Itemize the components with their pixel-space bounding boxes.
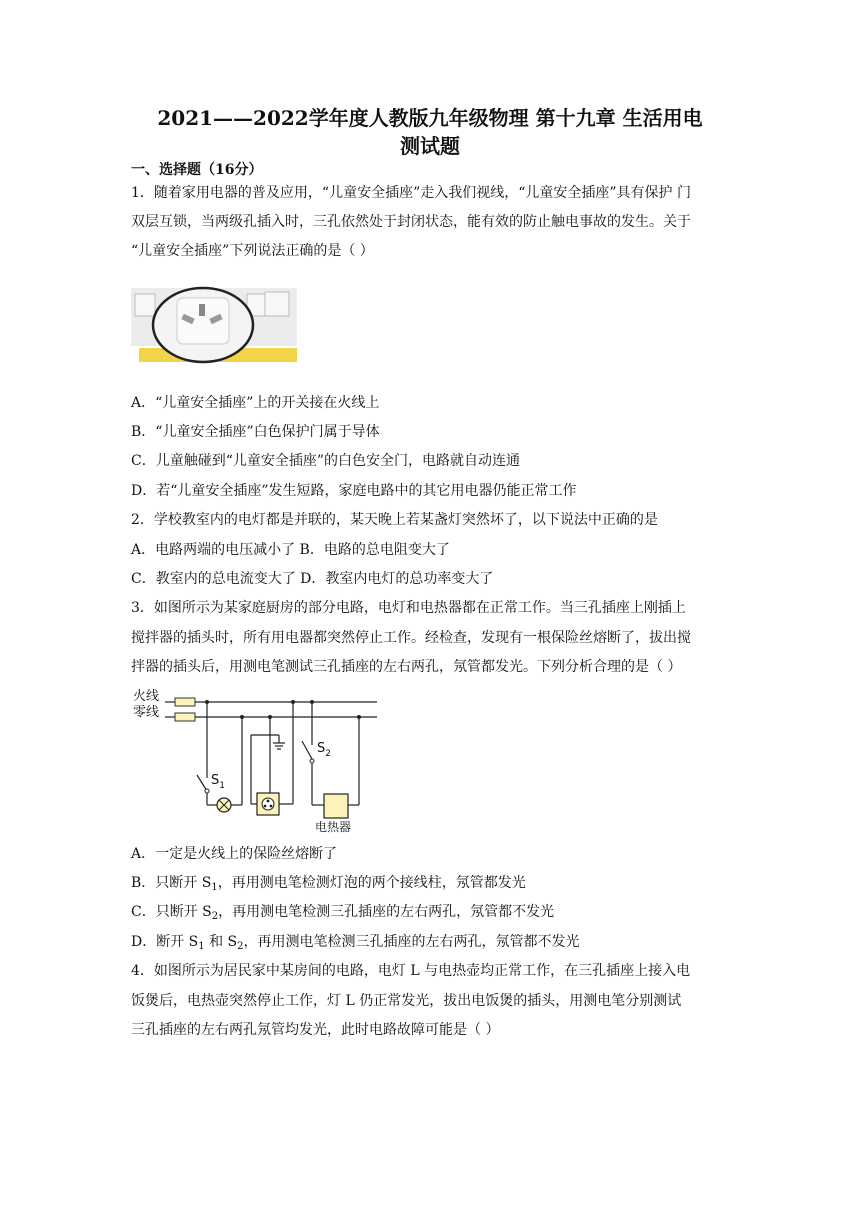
q2-options-ab: A．电路两端的电压减小了 B．电路的总电阻变大了	[131, 542, 450, 558]
q1-option-d: D．若“儿童安全插座”发生短路，家庭电路中的其它用电器仍能正常工作	[131, 483, 577, 499]
q1-option-a: A．“儿童安全插座”上的开关接在火线上	[131, 395, 380, 411]
section-heading: 一、选择题（16分）	[131, 162, 263, 178]
q1-option-c: C．儿童触碰到“儿童安全插座”的白色安全门，电路就自动连通	[131, 453, 521, 469]
child-safety-socket-photo	[131, 280, 297, 368]
q2-options-cd: C．教室内的总电流变大了 D．教室内电灯的总功率变大了	[131, 571, 494, 587]
switch-s1	[197, 775, 207, 791]
title-line-2: 测试题	[400, 134, 460, 158]
document-title	[100, 104, 760, 160]
q2-line-1: 2．学校教室内的电灯都是并联的，某天晚上若某盏灯突然坏了，以下说法中正确的是	[131, 512, 658, 528]
q4-line-2: 饭煲后，电热壶突然停止工作，灯 L 仍正常发光，拔出电饭煲的插头，用测电笔分别测试	[131, 993, 682, 1009]
q4-line-1: 4．如图所示为居民家中某房间的电路，电灯 L 与电热壶均正常工作，在三孔插座上接入电	[131, 963, 691, 979]
live-fuse	[175, 698, 195, 706]
q3-option-c: C．只断开 $S_2$，再用测电笔检测三孔插座的左右两孔，氖管都不发光	[131, 904, 555, 922]
q3-line-2: 搅拌器的插头时，所有用电器都突然停止工作。经检查，发现有一根保险丝熔断了，拔出搅	[131, 630, 691, 646]
q1-line-1: 1．随着家用电器的普及应用，“儿童安全插座”走入我们视线，“儿童安全插座”具有保护 门	[131, 185, 691, 201]
q1-line-2: 双层互锁，当两级孔插入时，三孔依然处于封闭状态，能有效的防止触电事故的发生。关于	[131, 214, 691, 230]
s2-label: $S_2$	[317, 741, 331, 759]
heater-label: 电热器	[315, 820, 352, 834]
neutral-wire-label: 零线	[133, 705, 160, 720]
switch-s2	[302, 741, 312, 759]
q1-option-b: B．“儿童安全插座”白色保护门属于导体	[131, 424, 380, 440]
title-line-1: 2021——2022学年度人教版九年级物理 第十九章 生活用电	[157, 106, 703, 130]
q3-option-d: D．断开 $S_1$ 和 $S_2$，再用测电笔检测三孔插座的左右两孔，氖管都不发光	[131, 934, 580, 952]
q4-line-3: 三孔插座的左右两孔氖管均发光，此时电路故障可能是（ ）	[131, 1022, 500, 1038]
kitchen-circuit-diagram	[131, 685, 381, 835]
s1-label: $S_1$	[211, 773, 225, 791]
heater-icon	[324, 794, 348, 818]
q3-option-b: B．只断开 $S_1$，再用测电笔检测灯泡的两个接线柱，氖管都发光	[131, 875, 526, 893]
q3-option-a: A．一定是火线上的保险丝熔断了	[131, 846, 338, 862]
live-wire-label: 火线	[133, 689, 160, 704]
q1-line-3: “儿童安全插座”下列说法正确的是（ ）	[131, 243, 374, 259]
neutral-fuse	[175, 713, 195, 721]
q3-line-3: 拌器的插头后，用测电笔测试三孔插座的左右两孔，氖管都发光。下列分析合理的是（ ）	[131, 659, 682, 675]
q3-line-1: 3．如图所示为某家庭厨房的部分电路，电灯和电热器都在正常工作。当三孔插座上刚插上	[131, 600, 686, 616]
